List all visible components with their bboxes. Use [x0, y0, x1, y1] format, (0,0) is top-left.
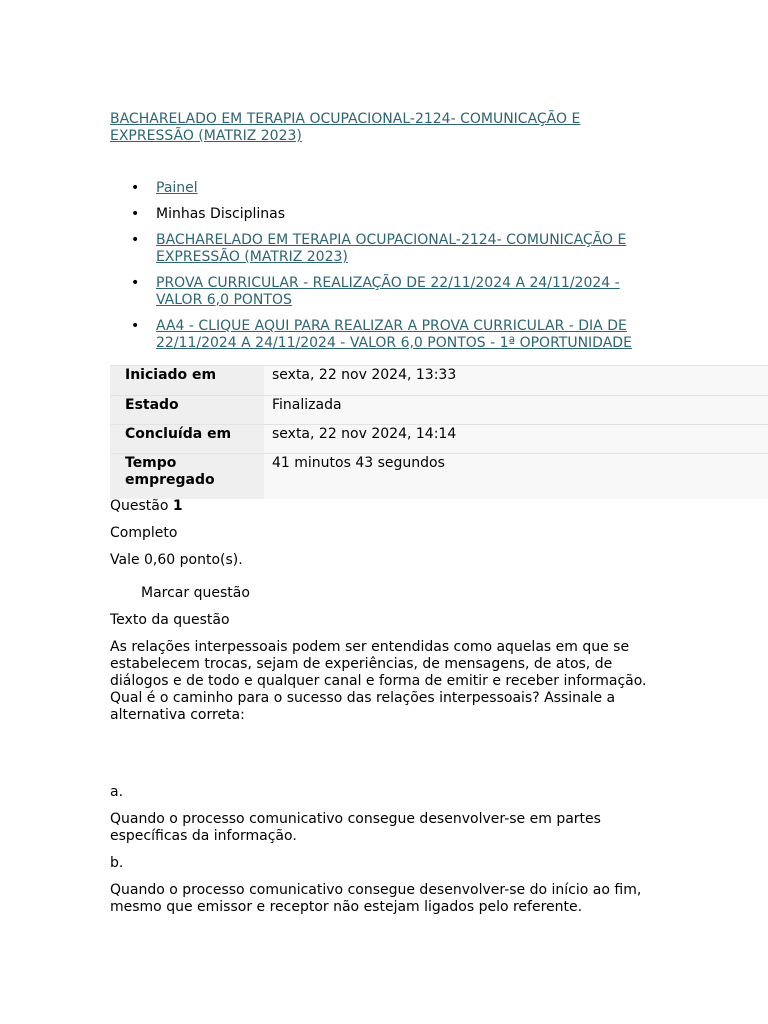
question-grade: Vale 0,60 ponto(s). — [110, 552, 243, 568]
question-number-value: 1 — [172, 498, 183, 514]
answer-a-text[interactable]: Quando o processo comunicativo consegue desenvolver-se em partes específicas da informação. — [110, 811, 601, 844]
summary-row-completed — [110, 425, 768, 454]
answer-a-letter[interactable]: a. — [110, 784, 124, 800]
breadcrumb-link-section[interactable]: PROVA CURRICULAR - REALIZAÇÃO DE 22/11/2024 A 24/11/2024 - VALOR 6,0 PONTOS — [156, 275, 620, 308]
summary-label: Iniciado em — [110, 366, 264, 396]
breadcrumb-link-course[interactable]: BACHARELADO EM TERAPIA OCUPACIONAL-2124- COMUNICAÇÃO E EXPRESSÃO (MATRIZ 2023) — [156, 232, 627, 265]
question-text-heading: Texto da questão — [110, 612, 230, 628]
question-status: Completo — [110, 525, 178, 541]
breadcrumb-item-minhas-disciplinas — [110, 206, 670, 223]
answer-b-letter[interactable]: b. — [110, 855, 124, 871]
summary-label: Concluída em — [110, 425, 264, 454]
answer-b-text[interactable]: Quando o processo comunicativo consegue desenvolver-se do início ao fim, mesmo que emissor e receptor não estejam ligados pelo referente. — [110, 882, 642, 915]
breadcrumb-item-quiz — [110, 318, 670, 352]
summary-label: Tempo empregado — [110, 454, 264, 500]
breadcrumb-link-painel[interactable]: Painel — [156, 180, 198, 196]
summary-label: Estado — [110, 396, 264, 425]
course-title-link[interactable]: BACHARELADO EM TERAPIA OCUPACIONAL-2124- COMUNICAÇÃO E EXPRESSÃO (MATRIZ 2023) — [110, 111, 581, 144]
breadcrumb-item-painel — [110, 180, 670, 197]
question-label: Questão — [110, 498, 169, 514]
flag-question-button[interactable]: Marcar questão — [141, 585, 250, 601]
attempt-summary-table — [110, 365, 768, 499]
breadcrumb-label-minhas-disciplinas: Minhas Disciplinas — [156, 206, 286, 222]
summary-row-time-taken — [110, 454, 768, 500]
summary-row-state — [110, 396, 768, 425]
breadcrumb-item-section — [110, 275, 670, 309]
question-block — [110, 498, 670, 926]
summary-row-started — [110, 366, 768, 396]
breadcrumb — [110, 180, 670, 361]
question-text: As relações interpessoais podem ser entendidas como aquelas em que se estabelecem trocas, sejam de experiências, de mensagens, de atos, de diálogos e de todo e qualquer canal e forma de emitir e receber informação. Qual é o caminho para o sucesso das relações interpessoais? Assinale a alternativa correta: — [110, 639, 647, 723]
summary-value: Finalizada — [264, 396, 768, 425]
breadcrumb-link-quiz[interactable]: AA4 - CLIQUE AQUI PARA REALIZAR A PROVA CURRICULAR - DIA DE 22/11/2024 A 24/11/2024 - VALOR 6,0 PONTOS - 1ª OPORTUNIDADE — [156, 318, 632, 351]
summary-value: sexta, 22 nov 2024, 14:14 — [264, 425, 768, 454]
summary-value: 41 minutos 43 segundos — [264, 454, 768, 500]
question-number — [110, 498, 670, 515]
summary-value: sexta, 22 nov 2024, 13:33 — [264, 366, 768, 396]
breadcrumb-item-course — [110, 232, 670, 266]
